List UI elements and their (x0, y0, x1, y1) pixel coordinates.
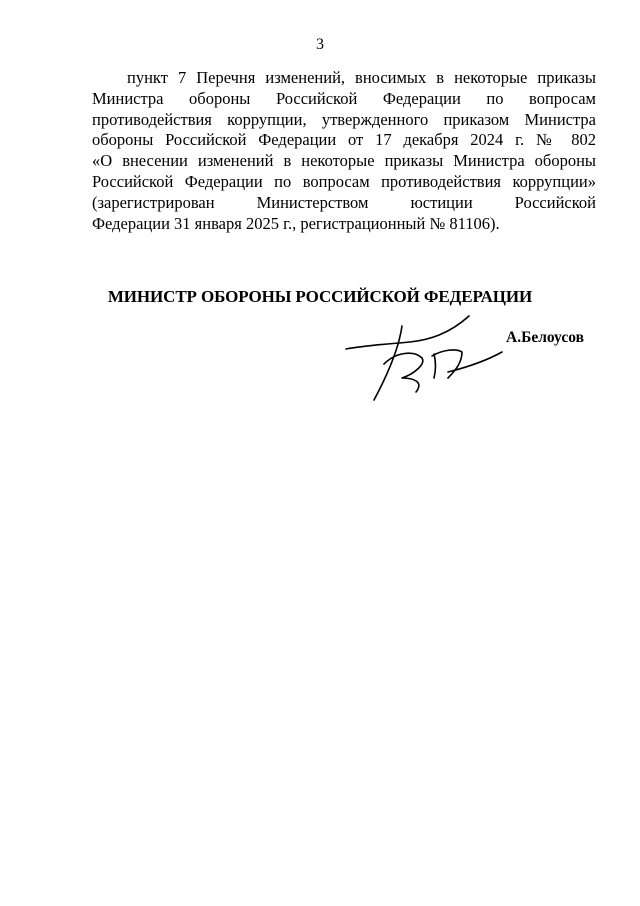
paragraph-line: (зарегистрирован Министерством юстиции Российской (92, 192, 596, 212)
paragraph-line: Российской Федерации по вопросам противодействия коррупции» (92, 171, 596, 191)
paragraph-line: «О внесении изменений в некоторые приказы Министра обороны (92, 151, 596, 171)
signatory-title: МИНИСТР ОБОРОНЫ РОССИЙСКОЙ ФЕДЕРАЦИИ (107, 287, 533, 306)
paragraph-line: Министра обороны Российской Федерации по вопросам (92, 88, 596, 108)
paragraph-line: Федерации 31 января 2025 г., регистрационный № 81106). (92, 213, 500, 233)
body-paragraph (92, 68, 596, 234)
handwritten-signature (344, 312, 504, 404)
signatory-name: А.Белоусов (506, 329, 584, 346)
page-number: 3 (316, 36, 324, 53)
paragraph-line: обороны Российской Федерации от 17 декабря 2024 г. № 802 (92, 130, 596, 150)
paragraph-line: противодействия коррупции, утвержденного приказом Министра (92, 109, 596, 129)
paragraph-line: пункт 7 Перечня изменений, вносимых в некоторые приказы (127, 68, 596, 87)
